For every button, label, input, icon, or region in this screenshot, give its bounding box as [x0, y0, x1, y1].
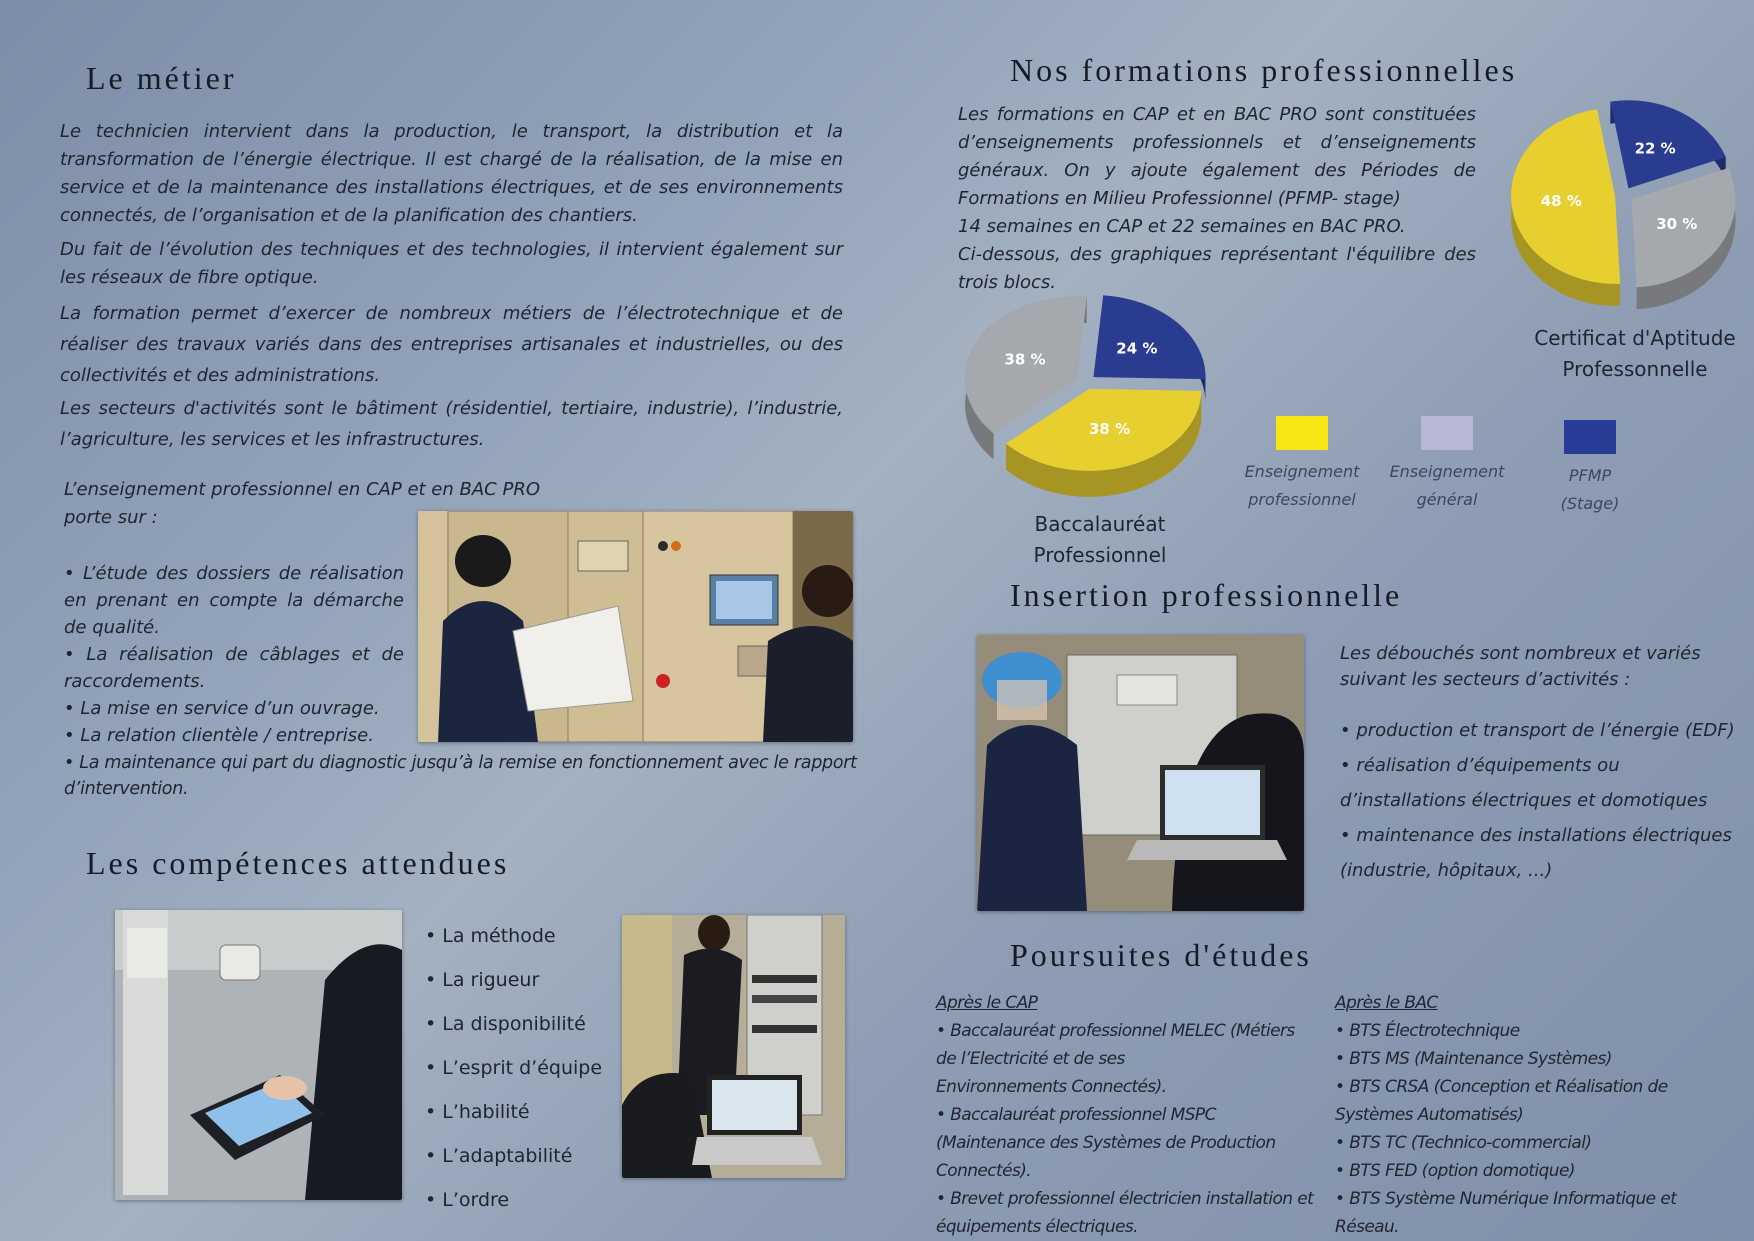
enseignement-list — [64, 560, 404, 749]
list-item: • La maintenance qui part du diagnostic jusqu’à la remise en fonctionnement avec le rapport d’intervention. — [64, 753, 857, 799]
metier-paragraph: Les secteurs d'activités sont le bâtiment (résidentiel, tertiaire, industrie), l’industrie, l’agriculture, les services et les infrastructures. — [60, 398, 843, 450]
pie-bac-caption-line: Baccalauréat — [1034, 512, 1166, 536]
insertion-list — [1340, 713, 1740, 888]
legend-label: Enseignement — [1244, 462, 1360, 481]
photo-tablet — [115, 910, 402, 1200]
list-item: • L’ordre — [425, 1189, 510, 1211]
list-item: • BTS CRSA (Conception et Réalisation de Systèmes Automatisés) — [1335, 1077, 1668, 1125]
section-title-formations: Nos formations professionnelles — [1010, 52, 1518, 88]
metier-text — [60, 118, 843, 455]
legend-label: PFMP — [1568, 466, 1612, 485]
list-item: • La disponibilité — [425, 1013, 586, 1035]
pie-slice-label: 30 % — [1656, 215, 1698, 234]
pie-slice-label: 38 % — [1004, 350, 1046, 369]
section-title-poursuites: Poursuites d'études — [1010, 937, 1312, 973]
legend-swatch — [1276, 416, 1328, 450]
list-item: • BTS Électrotechnique — [1335, 1021, 1520, 1041]
legend-swatch — [1564, 420, 1616, 454]
list-item: • La mise en service d’un ouvrage. — [64, 698, 380, 719]
pie-slice-label: 48 % — [1540, 191, 1582, 210]
legend-item-enseignement-general — [1382, 416, 1512, 514]
list-item: Environnements Connectés). — [936, 1077, 1167, 1097]
metier-paragraph: Du fait de l’évolution des techniques et des technologies, il intervient également sur les réseaux de fibre optique. — [60, 239, 843, 288]
formations-paragraph: Ci-dessous, des graphiques représentant l'équilibre des trois blocs. — [958, 244, 1476, 293]
list-item: • La relation clientèle / entreprise. — [64, 725, 374, 746]
list-item: • réalisation d’équipements ou d’installations électriques et domotiques — [1340, 755, 1708, 811]
pie-chart-bac — [958, 282, 1218, 512]
list-item: • BTS Système Numérique Informatique et Réseau. — [1335, 1189, 1677, 1237]
list-item: • L’étude des dossiers de réalisation en prenant en compte la démarche de qualité. — [64, 563, 404, 638]
list-item: • BTS MS (Maintenance Systèmes) — [1335, 1049, 1612, 1069]
formations-paragraph: Les formations en CAP et en BAC PRO sont constituées d’enseignements professionnels et d’enseignements généraux. On y ajoute également des Périodes de Formations en Milieu Professionnel (PFMP- stage) — [958, 104, 1476, 209]
pie-slice-label: 38 % — [1088, 419, 1131, 438]
list-item: • Baccalauréat professionnel MELEC (Métiers de l’Electricité et de ses — [936, 1021, 1295, 1069]
metier-paragraph: Le technicien intervient dans la production, le transport, la distribution et la transformation de l’énergie électrique. Il est chargé de la réalisation, de la mise en service et de la maintenance des installations électriques, et de ses environnements connectés, de l’organisation et de la planification des chantiers. — [60, 121, 843, 226]
formations-paragraph: 14 semaines en CAP et 22 semaines en BAC PRO. — [958, 216, 1406, 237]
legend-item-pfmp — [1525, 420, 1655, 518]
list-item: • La réalisation de câblages et de raccordements. — [64, 644, 404, 692]
section-title-insertion: Insertion professionnelle — [1010, 577, 1403, 613]
legend-swatch — [1421, 416, 1473, 450]
pie-bac-caption-line: Professionnel — [1033, 543, 1167, 567]
photo-server-rack — [622, 915, 845, 1178]
section-title-metier: Le métier — [86, 60, 237, 96]
pie-slice-label: 22 % — [1634, 139, 1676, 158]
photo-tablet-illustration — [115, 910, 402, 1200]
list-item: • L’adaptabilité — [425, 1145, 573, 1167]
legend-label: (Stage) — [1560, 494, 1620, 513]
list-item: • La méthode — [425, 925, 556, 947]
poursuites-cap-heading: Après le CAP — [936, 993, 1038, 1013]
enseignement-intro-line: porte sur : — [64, 507, 158, 528]
legend-label: Enseignement — [1389, 462, 1505, 481]
pie-slice-label: 24 % — [1116, 339, 1158, 358]
pie-chart-cap — [1508, 100, 1748, 320]
list-item: • maintenance des installations électriques (industrie, hôpitaux, ...) — [1340, 825, 1732, 881]
legend-label: professionnel — [1248, 490, 1356, 509]
section-title-competences: Les compétences attendues — [86, 845, 510, 881]
photo-cabinet-illustration — [418, 511, 853, 742]
pie-slice — [1093, 295, 1205, 379]
poursuites-bac-column — [1335, 989, 1745, 1241]
list-item: • Baccalauréat professionnel MSPC (Maintenance des Systèmes de Production Connectés). — [936, 1105, 1276, 1181]
formations-text — [958, 101, 1476, 297]
list-item: • L’esprit d’équipe — [425, 1057, 603, 1079]
pie-cap-caption-line: Professonnelle — [1562, 357, 1708, 381]
list-item: • production et transport de l’énergie (EDF) — [1340, 720, 1735, 741]
pie-cap-caption-line: Certificat d'Aptitude — [1534, 326, 1736, 350]
photo-technician-helmet — [977, 635, 1304, 911]
photo-electrical-cabinet — [418, 511, 853, 742]
pie-cap-slices — [1511, 100, 1735, 309]
photo-technician-illustration — [977, 635, 1304, 911]
legend-label: général — [1416, 490, 1478, 509]
insertion-intro: Les débouchés sont nombreux et variés suivant les secteurs d’activités : — [1340, 643, 1701, 690]
metier-paragraph: La formation permet d’exercer de nombreux métiers de l’électrotechnique et de réaliser des travaux variés dans des entreprises artisanales et industrielles, ou des collectivités et des administrations. — [60, 303, 843, 386]
legend-item-enseignement-professionnel — [1237, 416, 1367, 514]
list-item: • Brevet professionnel électricien installation et équipements électriques. — [936, 1189, 1314, 1237]
list-item: • BTS TC (Technico-commercial) — [1335, 1133, 1592, 1153]
pie-bac-caption — [1000, 509, 1200, 571]
photo-rack-illustration — [622, 915, 845, 1178]
poursuites-cap-column — [936, 989, 1316, 1241]
list-item: • BTS FED (option domotique) — [1335, 1161, 1575, 1181]
poursuites-bac-heading: Après le BAC — [1335, 993, 1438, 1013]
list-item: • La rigueur — [425, 969, 540, 991]
pie-bac-slices — [965, 295, 1205, 497]
pie-cap-caption — [1520, 323, 1750, 385]
competences-list — [425, 924, 602, 1232]
list-item: • L’habilité — [425, 1101, 530, 1123]
enseignement-intro-line: L’enseignement professionnel en CAP et en BAC PRO — [64, 479, 540, 500]
